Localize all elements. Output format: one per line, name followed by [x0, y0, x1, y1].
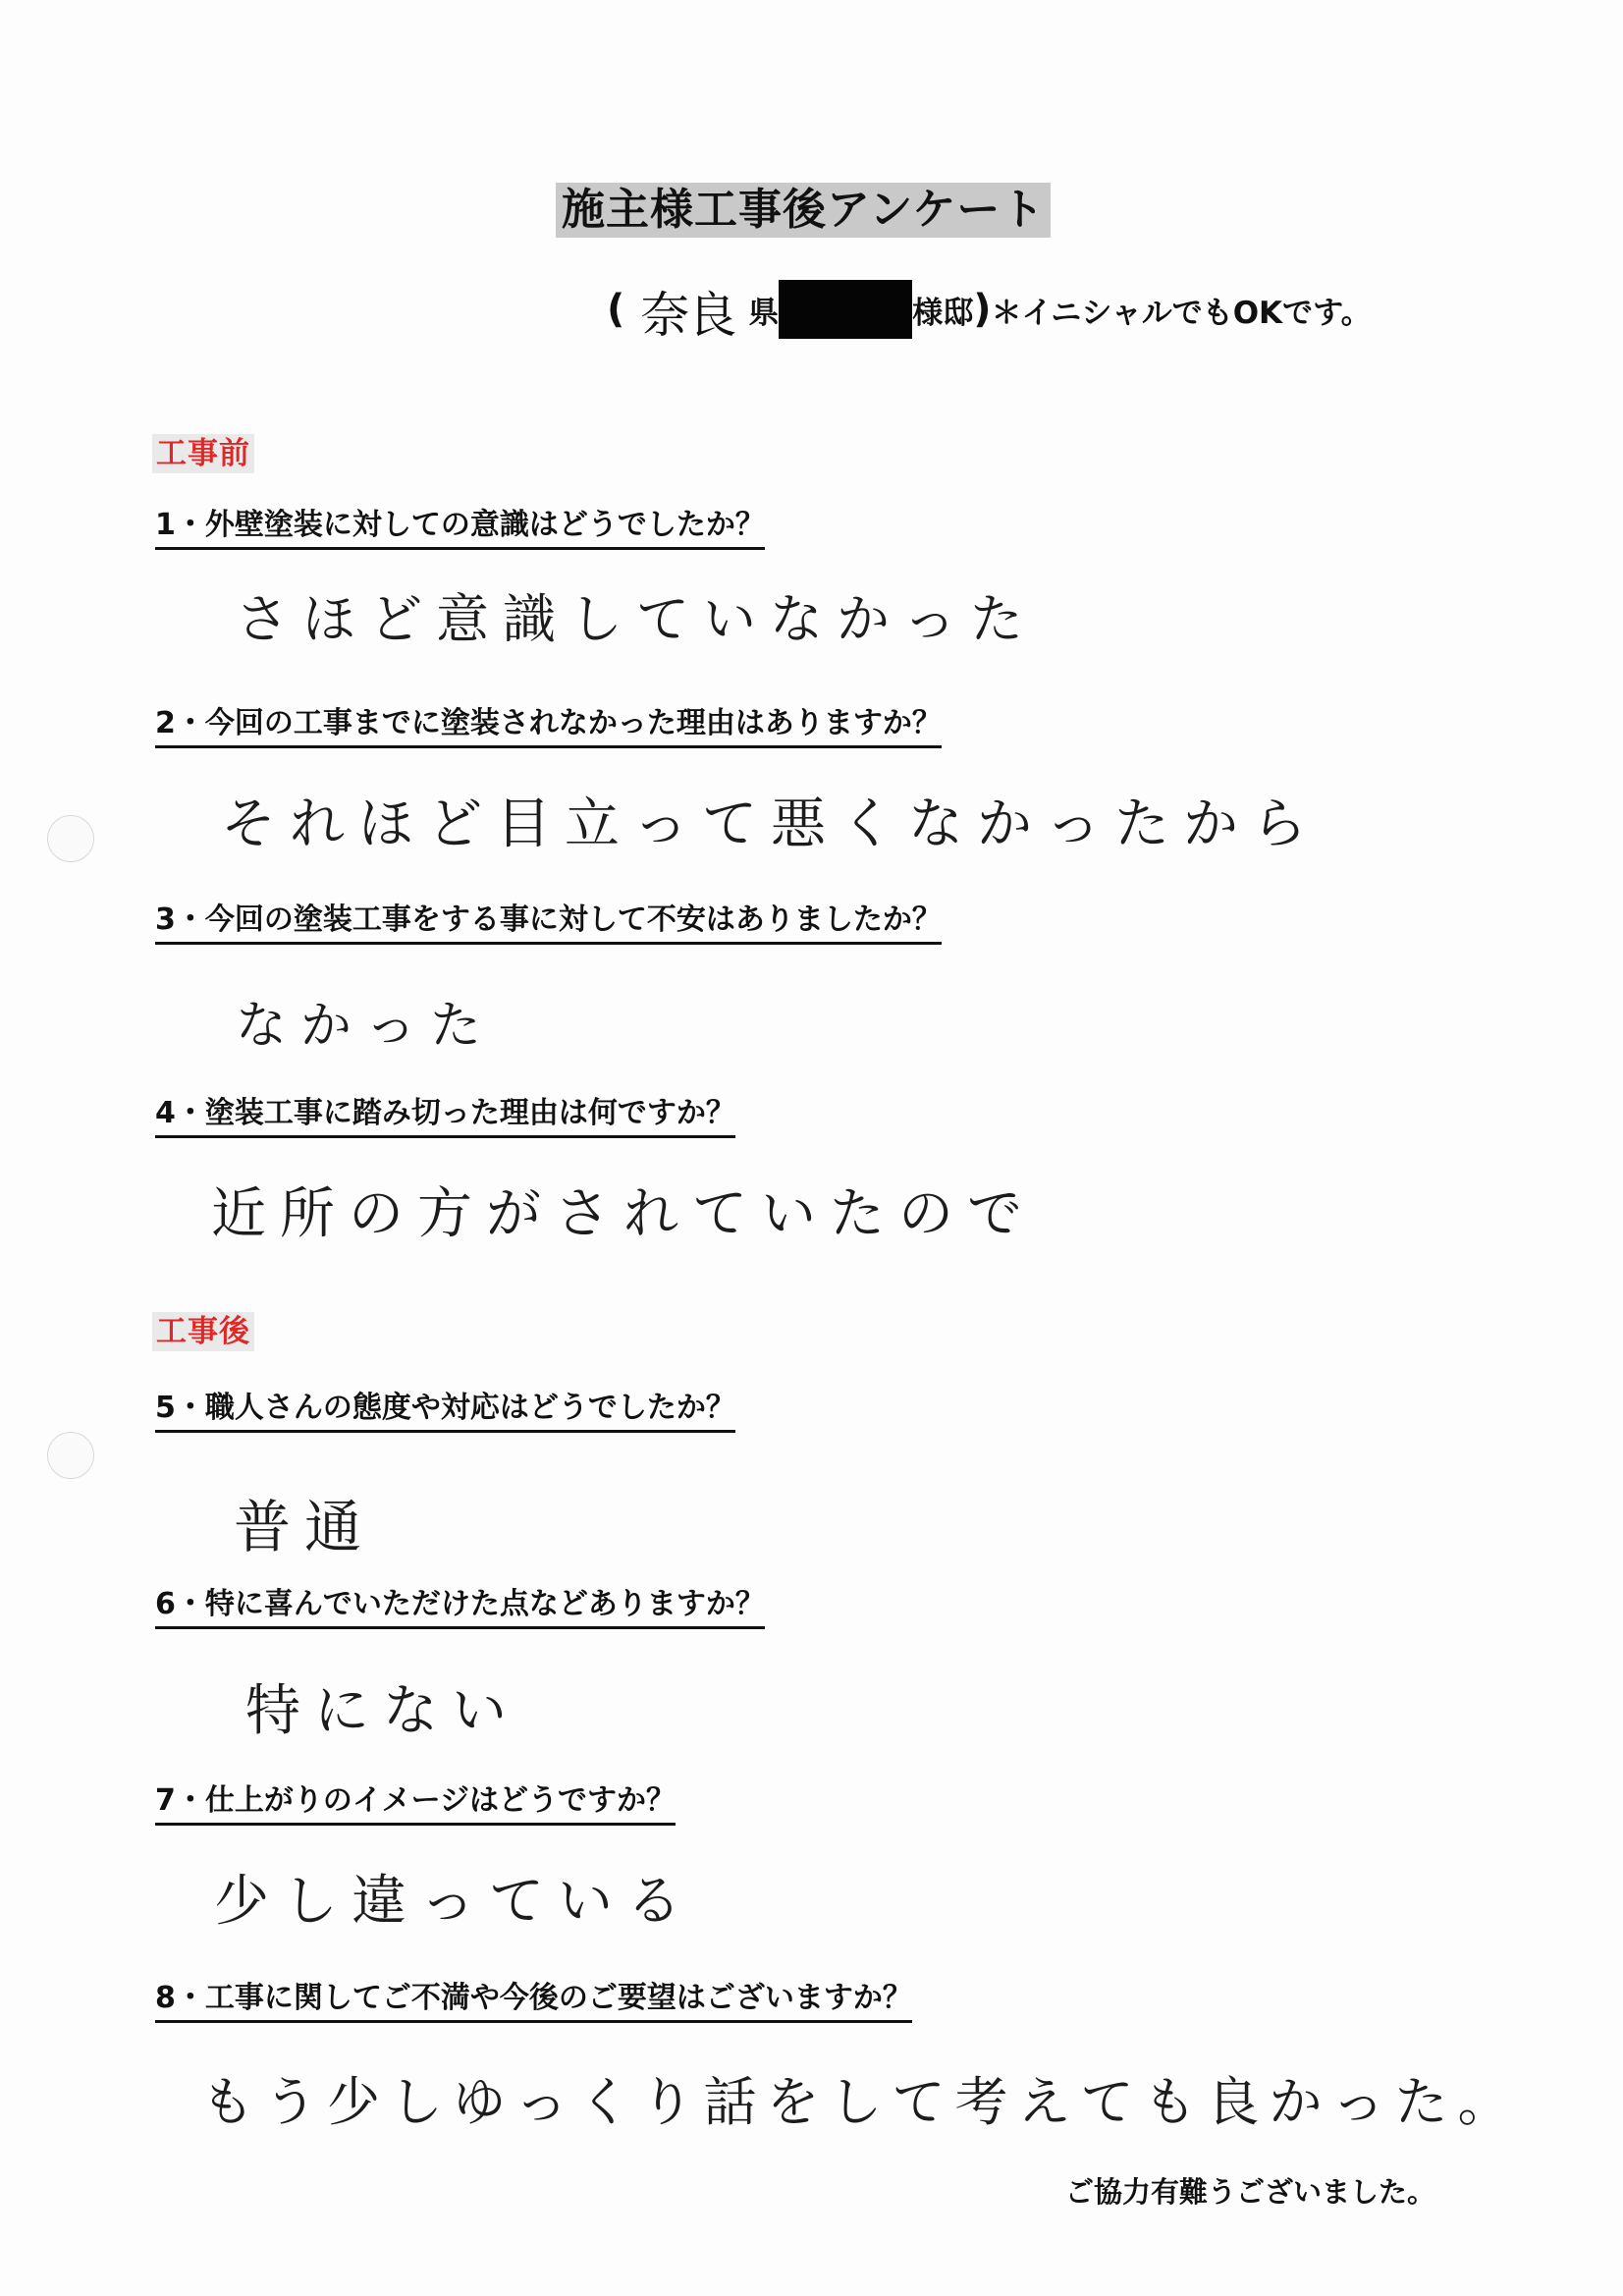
answer-8: もう少しゆっくり話をして考えても良かった。 [201, 2071, 1521, 2133]
punch-hole [47, 1432, 94, 1479]
closing-message: ご協力有難うございました。 [1065, 2175, 1436, 2209]
document-title: 施主様工事後アンケート [556, 183, 1051, 238]
answer-2: それほど目立って悪くなかったから [221, 793, 1321, 856]
question-6: 6・特に喜んでいただけた点などありますか？ [155, 1586, 765, 1629]
section-label-before: 工事前 [152, 434, 254, 473]
owner-line [607, 280, 1372, 344]
answer-7: 少し違っている [214, 1870, 695, 1934]
prefecture-handwritten: 奈良 [640, 287, 735, 344]
question-7: 7・仕上がりのイメージはどうですか？ [155, 1782, 676, 1826]
question-8: 8・工事に関してご不満や今後のご要望はございますか？ [155, 1980, 912, 2023]
answer-4: 近所の方がされていたので [211, 1182, 1036, 1246]
question-3: 3・今回の塗装工事をする事に対して不安はありましたか？ [155, 902, 942, 945]
residence-suffix: 様邸 [912, 295, 974, 331]
answer-6: 特にない [245, 1679, 520, 1743]
answer-1: さほど意識していなかった [236, 588, 1037, 650]
owner-open-paren: ( [607, 287, 625, 332]
section-label-after: 工事後 [152, 1312, 254, 1351]
prefecture-suffix: 県 [748, 295, 780, 331]
owner-note: ＊イニシャルでもOKです。 [991, 295, 1372, 331]
question-4: 4・塗装工事に踏み切った理由は何ですか？ [155, 1095, 735, 1138]
owner-close-paren: ) [973, 287, 992, 332]
question-1: 1・外壁塗装に対しての意識はどうでしたか？ [155, 507, 765, 550]
redacted-name-block [779, 280, 912, 339]
punch-hole [47, 815, 94, 862]
question-2: 2・今回の工事までに塗装されなかった理由はありますか？ [155, 705, 942, 748]
question-5: 5・職人さんの態度や対応はどうでしたか？ [155, 1390, 735, 1433]
answer-5: 普通 [234, 1494, 376, 1560]
answer-3: なかった [236, 997, 496, 1056]
